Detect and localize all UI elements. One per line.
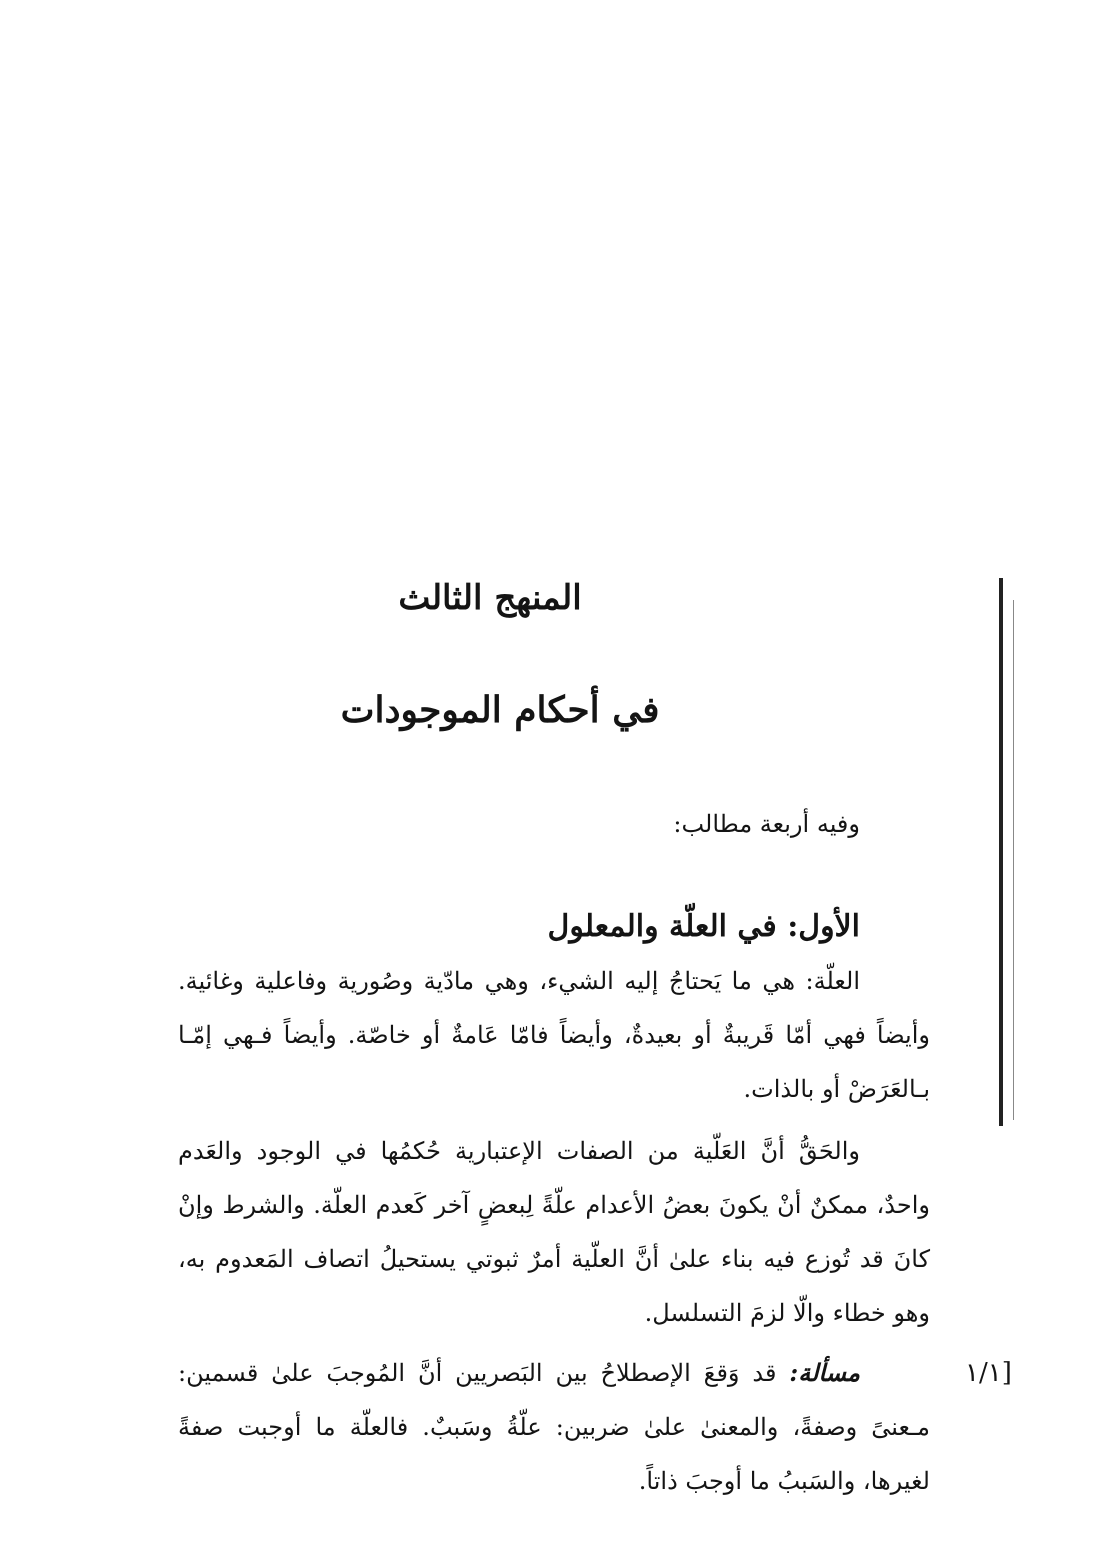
chapter-title: المنهج الثالث	[398, 578, 582, 618]
margin-rule	[999, 578, 1003, 1126]
chapter-subtitle: في أحكام الموجودات	[340, 689, 660, 731]
paragraph-definition: العلّة: هي ما يَحتاجُ إليه الشيء، وهي مادّية وصُورية وفاعلية وغائية. وأيضاً فهي أمّا قَريبةٌ أو بعيدةٌ، وأيضاً فامّا عَامةٌ أو خاصّة. وأيضاً فـهي إمّـا بـالعَرَضْ أو بالذات.	[178, 967, 930, 1103]
margin-reference: [١/١	[965, 1358, 1012, 1388]
section-heading: الأول: في العلّة والمعلول	[547, 909, 860, 944]
intro-text: وفيه أربعة مطالب:	[673, 810, 860, 838]
paragraph-truth: والحَقُّ أنَّ العَلّية من الصفات الإعتبارية حُكمُها في الوجود والعَدم واحدٌ، ممكنٌ أنْ يكونَ بعضُ الأعدام علّةً لِبعضٍ آخر كَعدم العلّة. والشرط وإنْ كانَ قد تُوزع فيه بناء علىٰ أنَّ العلّية أمرٌ ثبوتي يستحيلُ اتصاف المَعدوم به، وهو خطاء والّا لزمَ التسلسل.	[178, 1137, 930, 1327]
issue-label: مسألة:	[789, 1358, 860, 1387]
paragraph-issue	[178, 1346, 930, 1508]
margin-rule-thin	[1013, 600, 1014, 1120]
issue-text: قد وَقعَ الإصطلاحُ بين البَصريين أنَّ المُوجبَ علىٰ قسمين: مـعنىً وصفةً، والمعنىٰ علىٰ ضربين: علّةُ وسَببٌ. فالعلّة ما أوجبت صفةً لغيرها، والسَببُ ما أوجبَ ذاتاً.	[178, 1359, 930, 1495]
